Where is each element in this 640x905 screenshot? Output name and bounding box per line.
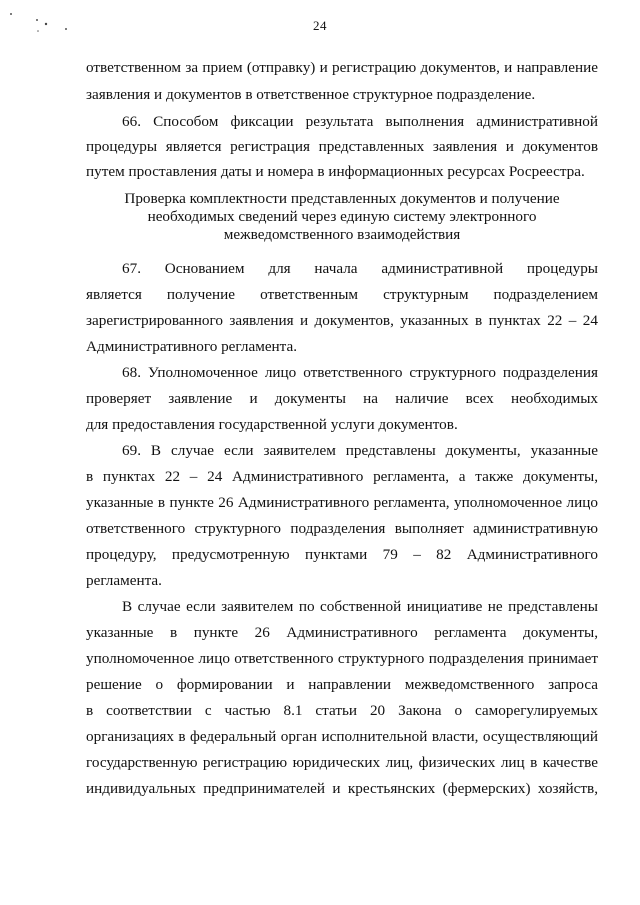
text-line: процедуру, предусмотренную пунктами 79 – 82 Административного [86, 546, 598, 563]
text-line: организациях в федеральный орган исполнительной власти, осуществляющий [86, 728, 598, 745]
text-line: указанные в пункте 26 Административного регламента, уполномоченное лицо [86, 494, 598, 511]
section-heading: необходимых сведений через единую систему электронного [147, 208, 537, 225]
text-line: ответственном за прием (отправку) и регистрацию документов, и направление [86, 59, 598, 76]
text-line: в пунктах 22 – 24 Административного регламента, а также документы, [86, 468, 598, 485]
text-line: индивидуальных предпринимателей и крестьянских (фермерских) хозяйств, [86, 780, 598, 797]
text-line: решение о формировании и направлении межведомственного запроса [86, 676, 598, 693]
page-number: 24 [313, 18, 327, 33]
text-line: уполномоченное лицо ответственного структурного подразделения принимает [86, 650, 598, 667]
text-line: В случае если заявителем по собственной инициативе не представлены [122, 598, 598, 615]
text-line: заявления и документов в ответственное структурное подразделение. [86, 86, 536, 103]
text-line: 69. В случае если заявителем представлены документы, указанные [122, 442, 598, 459]
text-line: 67. Основанием для начала административной процедуры [122, 260, 598, 277]
text-line: указанные в пункте 26 Административного регламента документы, [86, 624, 598, 641]
text-line: Административного регламента. [86, 338, 298, 355]
text-line: проверяет заявление и документы на наличие всех необходимых [86, 390, 598, 407]
text-line: 66. Способом фиксации результата выполнения административной [122, 113, 598, 130]
text-line: регламента. [86, 572, 162, 589]
text-line: путем проставления даты и номера в информационных ресурсах Росреестра. [86, 163, 585, 180]
text-line: процедуры является регистрация представленных заявления и документов [86, 138, 598, 155]
text-line: является получение ответственным структурным подразделением [86, 286, 598, 303]
text-line: для предоставления государственной услуги документов. [86, 416, 458, 433]
text-line: ответственного структурного подразделения выполняет административную [86, 520, 598, 537]
text-line: государственную регистрацию юридических лиц, физических лиц в качестве [86, 754, 598, 771]
text-line: в соответствии с частью 8.1 статьи 20 Закона о саморегулируемых [86, 702, 598, 719]
text-line: зарегистрированного заявления и документов, указанных в пунктах 22 – 24 [86, 312, 598, 329]
section-heading: межведомственного взаимодействия [223, 226, 461, 243]
section-heading: Проверка комплектности представленных документов и получение [124, 190, 560, 207]
text-line: 68. Уполномоченное лицо ответственного структурного подразделения [122, 364, 598, 381]
